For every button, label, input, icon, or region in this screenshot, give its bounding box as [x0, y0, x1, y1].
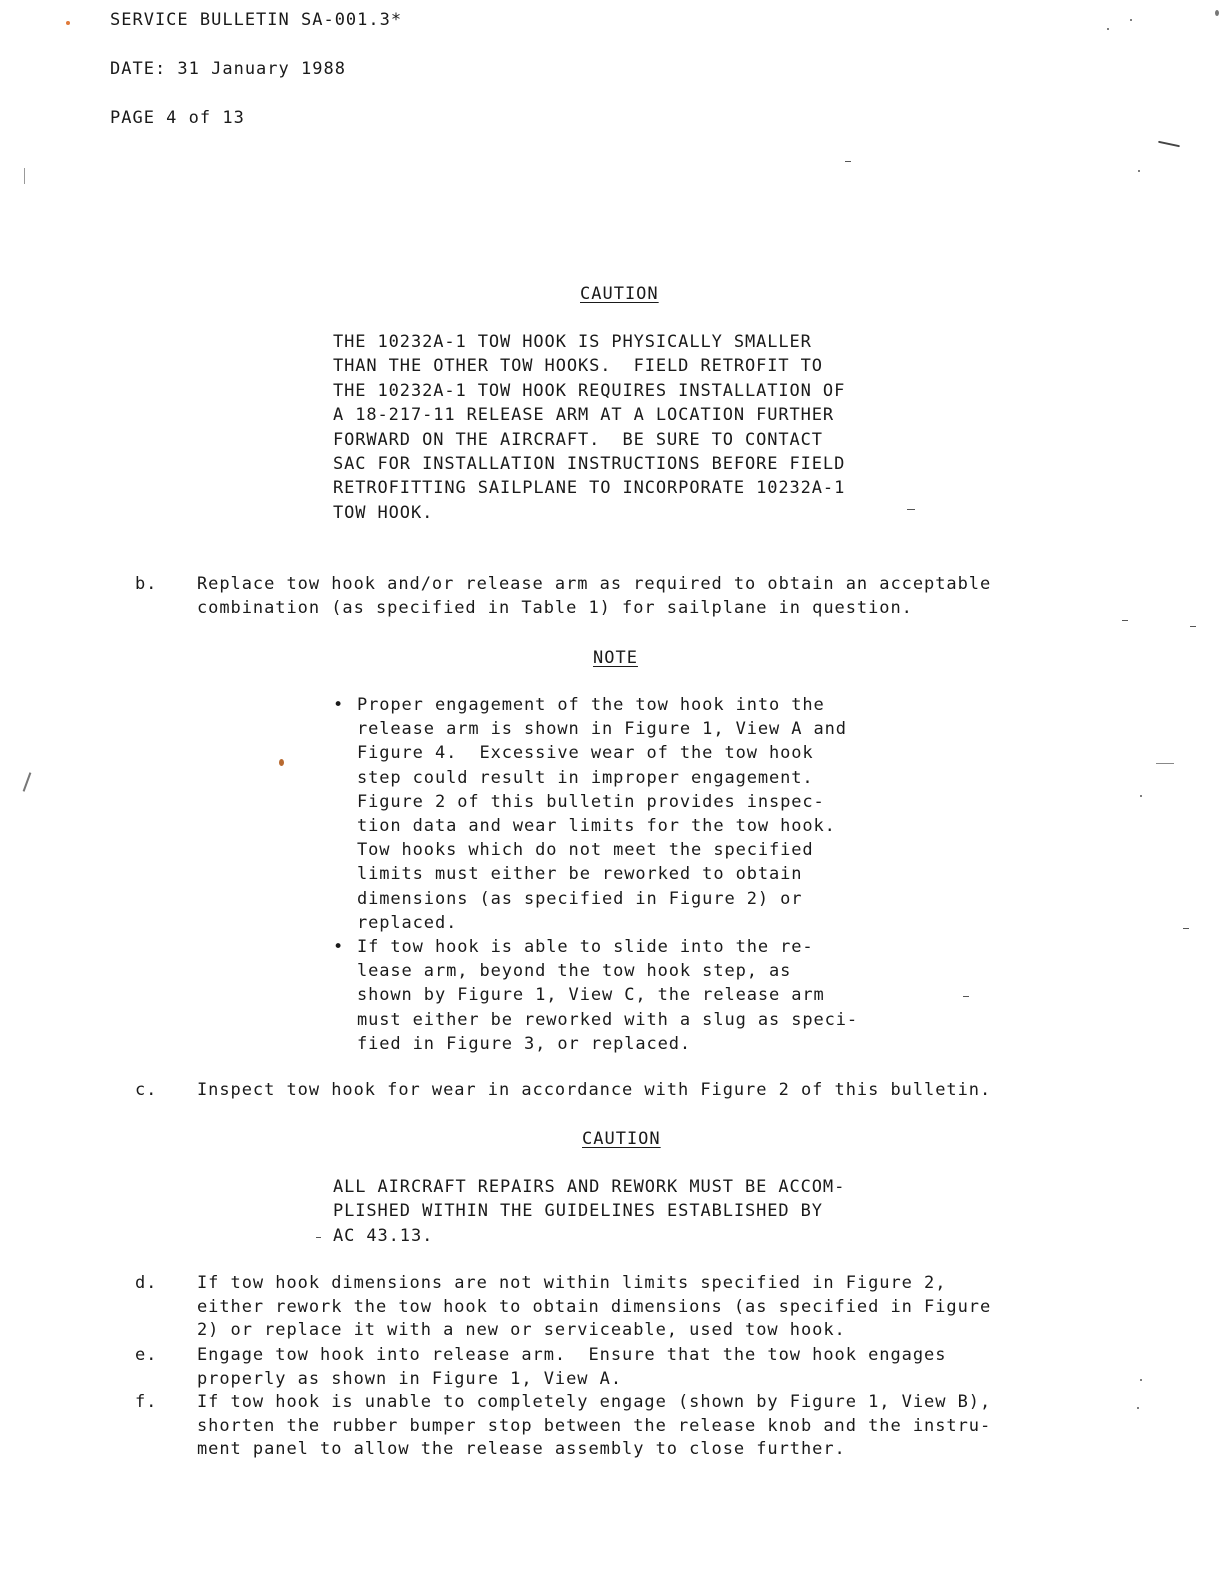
note-line: Figure 2 of this bulletin provides inspec- — [357, 791, 825, 812]
step-line: Replace tow hook and/or release arm as required to obtain an acceptable — [197, 574, 992, 594]
step-line: either rework the tow hook to obtain dimensions (as specified in Figure — [197, 1296, 992, 1317]
note-line: limits must either be reworked to obtain — [357, 864, 803, 885]
scan-mark — [1122, 620, 1128, 621]
note-line: replaced. — [357, 912, 458, 933]
note-line: lease arm, beyond the tow hook step, as — [357, 961, 792, 982]
note-line: Figure 4. Excessive wear of the tow hook — [357, 743, 814, 764]
caution-line: AC 43.13. — [333, 1225, 434, 1246]
step-letter: b. — [135, 574, 158, 594]
page-number: PAGE 4 of 13 — [110, 108, 245, 128]
note-line: step could result in improper engagement. — [357, 767, 814, 788]
step-text — [197, 573, 991, 620]
step-text — [197, 1079, 991, 1103]
step-line: shorten the rubber bumper stop between the release knob and the instru- — [197, 1415, 992, 1436]
step-line: If tow hook dimensions are not within limits specified in Figure 2, — [197, 1273, 947, 1293]
step-text — [197, 1344, 946, 1391]
scan-speck — [1140, 795, 1142, 797]
note-line: must either be reworked with a slug as speci- — [357, 1009, 859, 1030]
caution-text — [333, 330, 845, 525]
caution-line: SAC FOR INSTALLATION INSTRUCTIONS BEFORE FIELD — [333, 454, 846, 475]
caution-line: RETROFITTING SAILPLANE TO INCORPORATE 10232A-1 — [333, 478, 846, 499]
caution-line: FORWARD ON THE AIRCRAFT. BE SURE TO CONTACT — [333, 429, 823, 450]
scan-speck — [1215, 10, 1219, 16]
note-line: Proper engagement of the tow hook into the — [357, 695, 825, 715]
caution-heading: CAUTION — [580, 284, 659, 304]
step-text — [197, 1391, 991, 1462]
caution-heading: CAUTION — [582, 1129, 661, 1149]
step-line: combination (as specified in Table 1) for sailplane in question. — [197, 597, 913, 618]
step-line: properly as shown in Figure 1, View A. — [197, 1368, 623, 1389]
caution-line: THAN THE OTHER TOW HOOKS. FIELD RETROFIT TO — [333, 356, 823, 377]
bulletin-number: SERVICE BULLETIN SA-001.3* — [110, 10, 403, 30]
caution-line: PLISHED WITHIN THE GUIDELINES ESTABLISHED BY — [333, 1201, 823, 1222]
step-letter: d. — [135, 1273, 158, 1293]
note-bullet-item — [333, 693, 858, 935]
scan-mark — [1183, 928, 1189, 929]
step-letter: f. — [135, 1392, 158, 1412]
bullet-icon: • — [333, 695, 345, 715]
scan-mark — [316, 1237, 321, 1238]
scan-speck — [1137, 1407, 1139, 1409]
step-line: If tow hook is unable to completely engage (shown by Figure 1, View B), — [197, 1392, 992, 1412]
note-heading: NOTE — [593, 648, 638, 668]
note-list — [333, 693, 858, 1056]
scan-speck — [279, 759, 284, 766]
caution-line: ALL AIRCRAFT REPAIRS AND REWORK MUST BE ACCOM- — [333, 1177, 846, 1197]
step-line: Engage tow hook into release arm. Ensure that the tow hook engages — [197, 1345, 947, 1365]
scan-speck — [1130, 19, 1132, 21]
scan-speck — [1138, 170, 1140, 172]
step-line: Inspect tow hook for wear in accordance with Figure 2 of this bulletin. — [197, 1080, 992, 1100]
note-line: shown by Figure 1, View C, the release arm — [357, 985, 825, 1006]
scan-mark — [963, 996, 969, 997]
scan-mark — [24, 168, 25, 184]
note-line: fied in Figure 3, or replaced. — [357, 1033, 692, 1054]
note-line: Tow hooks which do not meet the specified — [357, 840, 814, 861]
caution-line: TOW HOOK. — [333, 502, 434, 523]
caution-text — [333, 1175, 845, 1248]
step-line: 2) or replace it with a new or serviceable, used tow hook. — [197, 1320, 846, 1340]
note-line: release arm is shown in Figure 1, View A and — [357, 719, 847, 740]
scan-speck — [1140, 1379, 1142, 1381]
caution-line: A 18-217-11 RELEASE ARM AT A LOCATION FURTHER — [333, 405, 835, 426]
note-line: If tow hook is able to slide into the re- — [357, 937, 814, 958]
caution-line: THE 10232A-1 TOW HOOK REQUIRES INSTALLATION OF — [333, 380, 846, 401]
bullet-icon: • — [333, 937, 345, 958]
note-bullet-item — [333, 935, 858, 1056]
step-letter: c. — [135, 1080, 158, 1100]
scan-speck — [1107, 28, 1109, 30]
note-line: tion data and wear limits for the tow hook. — [357, 816, 836, 837]
scan-speck — [66, 21, 70, 25]
note-line: dimensions (as specified in Figure 2) or — [357, 888, 803, 909]
scan-mark — [1158, 141, 1180, 148]
scan-mark — [23, 772, 32, 791]
bulletin-date: DATE: 31 January 1988 — [110, 59, 346, 79]
scan-mark — [1190, 626, 1196, 627]
scan-mark — [1156, 763, 1174, 764]
caution-line: THE 10232A-1 TOW HOOK IS PHYSICALLY SMALLER — [333, 332, 812, 352]
scan-mark — [907, 509, 915, 510]
step-text — [197, 1272, 991, 1343]
step-line: ment panel to allow the release assembly to close further. — [197, 1439, 846, 1459]
step-letter: e. — [135, 1345, 158, 1365]
scan-mark — [845, 161, 851, 162]
